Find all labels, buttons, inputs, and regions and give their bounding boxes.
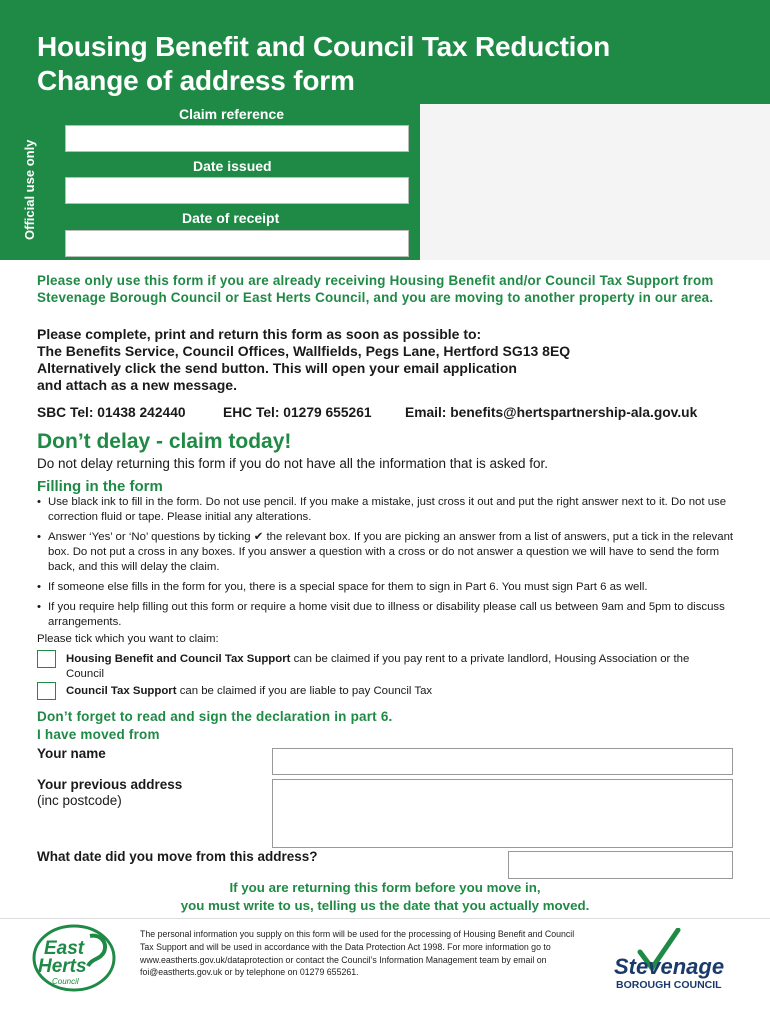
filling-in-heading: Filling in the form xyxy=(37,478,163,495)
date-of-receipt-field[interactable] xyxy=(65,230,409,257)
option-title: Housing Benefit and Council Tax Support xyxy=(66,653,291,665)
dont-delay-text: Do not delay returning this form if you do not have all the information that is asked for. xyxy=(37,456,549,471)
return-address: The Benefits Service, Council Offices, Wallfields, Pegs Lane, Hertford SG13 8EQ xyxy=(37,343,571,359)
option-description: can be claimed if you pay rent to a private landlord, Housing Association or the Council xyxy=(66,653,690,680)
list-item: • If someone else fills in the form for you, there is a special space for them to sign in Part 6. You must sign Part 6 as well. xyxy=(37,580,737,595)
your-name-field[interactable] xyxy=(272,748,733,775)
sbc-logo-sub: BOROUGH COUNCIL xyxy=(616,979,722,991)
return-instructions xyxy=(37,326,737,394)
official-use-blank-area xyxy=(420,104,770,260)
claim-choice-prompt: Please tick which you want to claim: xyxy=(37,633,219,645)
privacy-notice: The personal information you supply on this form will be used for the processing of Housing Benefit and Council Tax Support and will be used in accordance with the Data Protection Act 1998. For more information go to www.eastherts.gov.uk/dataprotection or contact the Council’s Information Management team by email on foi@eastherts.gov.uk or by telephone on 01279 655261. xyxy=(140,929,575,978)
official-use-label: Official use only xyxy=(22,139,37,240)
move-date-label: What date did you move from this address? xyxy=(37,849,318,864)
housing-benefit-option-label xyxy=(66,652,726,681)
return-line: Alternatively click the send button. This will open your email application xyxy=(37,360,517,376)
instructions-list xyxy=(37,495,737,635)
dont-delay-heading: Don’t delay - claim today! xyxy=(37,430,292,453)
east-herts-council-logo xyxy=(30,922,120,994)
previous-address-label: Your previous address xyxy=(37,777,183,792)
your-name-label: Your name xyxy=(37,746,106,761)
ehc-logo-line1: East xyxy=(44,938,85,959)
stevenage-borough-council-logo xyxy=(612,928,742,992)
returning-notice xyxy=(0,879,770,915)
page-header xyxy=(0,0,770,104)
declaration-reminder: Don’t forget to read and sign the declaration in part 6. xyxy=(37,709,393,724)
page-title xyxy=(37,30,610,98)
moved-from-heading: I have moved from xyxy=(37,727,160,742)
move-date-field[interactable] xyxy=(508,851,733,879)
previous-address-hint: (inc postcode) xyxy=(37,793,122,808)
contact-email: Email: benefits@hertspartnership-ala.gov.uk xyxy=(405,405,698,420)
title-line-1: Housing Benefit and Council Tax Reduction xyxy=(37,31,611,62)
ehc-logo-line3: Council xyxy=(52,977,79,986)
date-issued-field[interactable] xyxy=(65,177,409,204)
sbc-logo-name: Stevenage xyxy=(614,954,725,979)
option-title: Council Tax Support xyxy=(66,685,177,697)
title-line-2: Change of address form xyxy=(37,65,355,96)
footer-divider xyxy=(0,918,770,919)
council-tax-option-label xyxy=(66,684,726,699)
ehc-logo-line2: Herts xyxy=(38,956,87,977)
claim-reference-label: Claim reference xyxy=(179,106,285,122)
list-item: • Use black ink to fill in the form. Do not use pencil. If you make a mistake, just cross it out and put the right answer next to it. Do not use correction fluid or tape. Please initial any alterations. xyxy=(37,495,737,525)
list-item: • Answer ‘Yes’ or ‘No’ questions by ticking ✔ the relevant box. If you are picking an answer from a list of answers, put a tick in the relevant box. Do not put a cross in any boxes. If you answer a question with a cross or do not answer a question we will have to send the form back, and this will delay the claim. xyxy=(37,530,737,575)
eligibility-notice: Please only use this form if you are already receiving Housing Benefit and/or Council Tax Support from Stevenage Borough Council or East Herts Council, and you are moving to another property in our area. xyxy=(37,273,714,305)
return-line: Please complete, print and return this form as soon as possible to: xyxy=(37,326,482,342)
return-line: and attach as a new message. xyxy=(37,377,237,393)
date-of-receipt-label: Date of receipt xyxy=(182,210,280,226)
housing-benefit-checkbox[interactable] xyxy=(37,650,56,668)
council-tax-support-checkbox[interactable] xyxy=(37,682,56,700)
returning-line: If you are returning this form before you move in, xyxy=(229,880,541,895)
previous-address-field[interactable] xyxy=(272,779,733,848)
sbc-phone: SBC Tel: 01438 242440 xyxy=(37,405,186,420)
ehc-phone: EHC Tel: 01279 655261 xyxy=(223,405,372,420)
returning-line: you must write to us, telling us the date that you actually moved. xyxy=(180,898,590,913)
option-description: can be claimed if you are liable to pay Council Tax xyxy=(176,685,433,697)
date-issued-label: Date issued xyxy=(193,158,272,174)
list-item: • If you require help filling out this form or require a home visit due to illness or disability please call us between 9am and 5pm to discuss arrangements. xyxy=(37,600,737,630)
claim-reference-field[interactable] xyxy=(65,125,409,152)
